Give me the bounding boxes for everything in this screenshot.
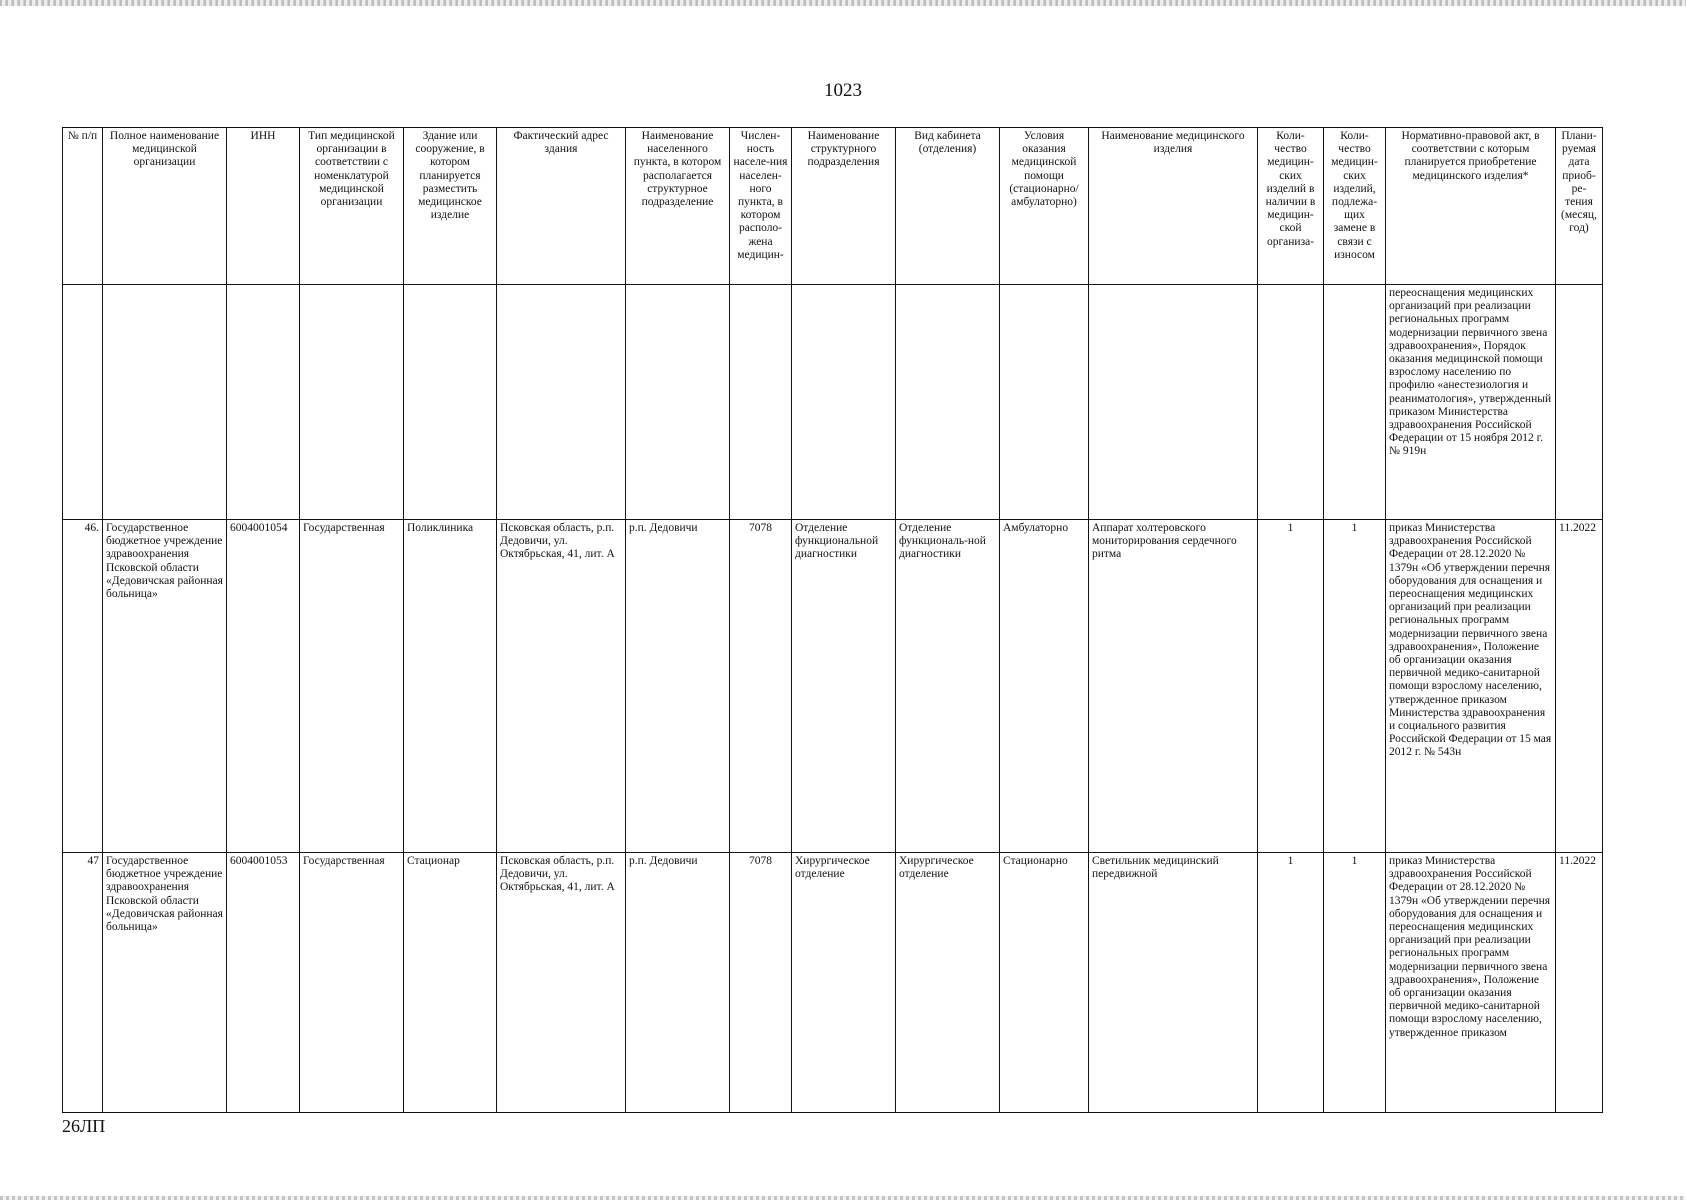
col-header-num: № п/п [63,128,103,285]
col-header-address: Фактический адрес здания [497,128,626,285]
col-header-cabinet: Вид кабинета (отделения) [896,128,1000,285]
col-header-inn: ИНН [227,128,300,285]
table-row [63,520,1603,853]
col-header-building: Здание или сооружение, в котором планируется разместить медицинское изделие [404,128,497,285]
empty-cell [730,285,792,520]
cell-num: 47 [63,853,103,1113]
empty-cell [1258,285,1324,520]
cell-address: Псковская область, р.п. Дедовичи, ул. Октябрьская, 41, лит. А [497,520,626,853]
cell-population: 7078 [730,520,792,853]
col-header-population: Числен-ность населе-ния населен-ного пункта, в котором располо-жена медицин- [730,128,792,285]
cell-locality: р.п. Дедовичи [626,853,730,1113]
cell-population: 7078 [730,853,792,1113]
table-row [63,853,1603,1113]
cell-act: приказ Министерства здравоохранения Российской Федерации от 28.12.2020 № 1379н «Об утверждении перечня оборудования для оснащения и переоснащения медицинских организаций при реализации региональных программ модернизации первичного звена здравоохранения», Положение об организации оказания первичной медико-санитарной помощи взрослому населению, утвержденное приказом Министерства здравоохранения и социального развития Российской Федерации от 15 мая 2012 г. № 543н [1386,520,1556,853]
empty-cell [626,285,730,520]
empty-cell [792,285,896,520]
cell-conditions: Стационарно [1000,853,1089,1113]
table-row-continuation [63,285,1603,520]
cell-org: Государственное бюджетное учреждение здравоохранения Псковской области «Дедовичская районная больница» [103,853,227,1113]
medical-equipment-table [62,127,1603,1113]
cell-org: Государственное бюджетное учреждение здравоохранения Псковской области «Дедовичская районная больница» [103,520,227,853]
cell-building: Поликлиника [404,520,497,853]
empty-cell [1000,285,1089,520]
empty-cell [300,285,404,520]
col-header-act: Нормативно-правовой акт, в соответствии с которым планируется приобретение медицинского изделия* [1386,128,1556,285]
cell-building: Стационар [404,853,497,1113]
cell-cabinet: Хирургическое отделение [896,853,1000,1113]
page-number: 1023 [824,80,862,101]
empty-cell [63,285,103,520]
col-header-org: Полное наименование медицинской организации [103,128,227,285]
cell-address: Псковская область, р.п. Дедовичи, ул. Октябрьская, 41, лит. А [497,853,626,1113]
page-footer-code: 26ЛП [62,1116,106,1136]
col-header-qty-replace: Коли-чество медицин-ских изделий, подлежа-щих замене в связи с износом [1324,128,1386,285]
col-header-conditions: Условия оказания медицинской помощи (стационарно/ амбулаторно) [1000,128,1089,285]
cell-act: приказ Министерства здравоохранения Российской Федерации от 28.12.2020 № 1379н «Об утверждении перечня оборудования для оснащения и переоснащения медицинских организаций при реализации региональных программ модернизации первичного звена здравоохранения», Положение об организации оказания первичной медико-санитарной помощи взрослому населению, утвержденное приказом [1386,853,1556,1113]
empty-cell [404,285,497,520]
cell-device: Аппарат холтеровского мониторирования сердечного ритма [1089,520,1258,853]
cell-device: Светильник медицинский передвижной [1089,853,1258,1113]
col-header-qty-available: Коли-чество медицин-ских изделий в наличии в медицин-ской организа- [1258,128,1324,285]
cell-qty-replace: 1 [1324,853,1386,1113]
col-header-locality: Наименование населенного пункта, в котором располагается структурное подразделение [626,128,730,285]
empty-cell [103,285,227,520]
empty-cell [227,285,300,520]
cell-cabinet: Отделение функциональ-ной диагностики [896,520,1000,853]
cell-num: 46. [63,520,103,853]
empty-cell [1556,285,1603,520]
cell-date: 11.2022 [1556,853,1603,1113]
cell-date: 11.2022 [1556,520,1603,853]
empty-cell [896,285,1000,520]
scan-edge-bottom [0,1196,1686,1200]
cell-inn: 6004001053 [227,853,300,1113]
cell-unit: Хирургическое отделение [792,853,896,1113]
scan-edge-top [0,0,1686,6]
cell-qty-available: 1 [1258,853,1324,1113]
cell-conditions: Амбулаторно [1000,520,1089,853]
cell-unit: Отделение функциональной диагностики [792,520,896,853]
cell-qty-available: 1 [1258,520,1324,853]
table-header-row [63,128,1603,285]
empty-cell [1324,285,1386,520]
cell-locality: р.п. Дедовичи [626,520,730,853]
cell-type: Государственная [300,520,404,853]
col-header-unit: Наименование структурного подразделения [792,128,896,285]
cell-act-continuation: переоснащения медицинских организаций при реализации региональных программ модернизации первичного звена здравоохранения», Порядок оказания медицинской помощи взрослому населению по профилю «анестезиология и реаниматология», утвержденный приказом Министерства здравоохранения Российской Федерации от 15 ноября 2012 г. № 919н [1386,285,1556,520]
cell-type: Государственная [300,853,404,1113]
col-header-device: Наименование медицинского изделия [1089,128,1258,285]
cell-qty-replace: 1 [1324,520,1386,853]
col-header-date: Плани-руемая дата приоб-ре-тения (месяц, год) [1556,128,1603,285]
empty-cell [1089,285,1258,520]
empty-cell [497,285,626,520]
cell-inn: 6004001054 [227,520,300,853]
col-header-type: Тип медицинской организации в соответствии с номенклатурой медицинской организации [300,128,404,285]
